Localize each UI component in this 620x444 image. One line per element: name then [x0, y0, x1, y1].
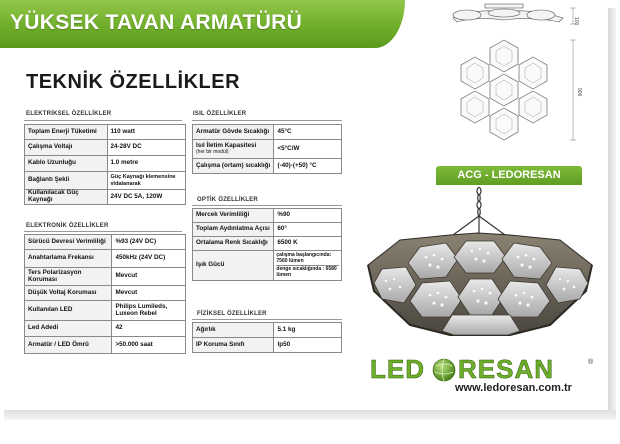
globe-icon: [433, 359, 455, 381]
spec-value: %93 (24V DC): [112, 235, 186, 250]
spec-value: Philips Lumileds, Luxeon Rebel: [112, 301, 186, 321]
page-shadow-right: [608, 8, 616, 413]
spec-value-cell: [274, 251, 342, 281]
spec-key: Çalışma (ortam) sıcaklığı: [193, 159, 274, 174]
table-row: [25, 125, 186, 140]
table-row: [25, 268, 186, 286]
spec-value: 110 watt: [107, 125, 186, 140]
spec-key: Ortalama Renk Sıcaklığı: [193, 237, 274, 251]
table-row: [193, 223, 342, 237]
fixture-housing: [368, 233, 592, 335]
model-name: ACG - LEDORESAN: [457, 169, 561, 181]
spec-key: Işık Gücü: [193, 251, 274, 281]
model-banner: [436, 166, 582, 185]
spec-value: 60°: [274, 223, 342, 237]
section-divider: [192, 205, 342, 206]
table-row: [25, 321, 186, 337]
spec-value: Mevcut: [112, 286, 186, 301]
section-divider: [24, 120, 182, 121]
optical-section-title: OPTİK ÖZELLİKLER: [197, 197, 258, 203]
table-row: [25, 172, 186, 190]
spec-key: Armatür Gövde Sıcaklığı: [193, 125, 274, 140]
spec-key: Düşük Voltaj Koruması: [25, 286, 112, 301]
spec-value: çalışma başlangıcında: 7560 lümen: [276, 253, 339, 266]
spec-value: 450kHz (24V DC): [112, 250, 186, 268]
spec-value: (-40)-(+50) °C: [274, 159, 342, 174]
spec-value: %90: [274, 209, 342, 223]
spec-value: 45°C: [274, 125, 342, 140]
spec-value: 24V DC 5A, 120W: [107, 190, 186, 205]
table-row: [193, 125, 342, 140]
page-title: TEKNİK ÖZELLİKLER: [26, 71, 241, 93]
table-row: [193, 237, 342, 251]
page-shadow-bottom: [4, 410, 616, 420]
table-row: [193, 338, 342, 353]
section-divider: [192, 120, 342, 121]
spec-key: Anahtarlama Frekansı: [25, 250, 112, 268]
thermal-section-title: ISIL ÖZELLİKLER: [193, 111, 247, 117]
spec-value: 24-28V DC: [107, 140, 186, 156]
table-row: [25, 140, 186, 156]
table-row: [193, 209, 342, 223]
header-title: YÜKSEK TAVAN ARMATÜRÜ: [10, 11, 303, 34]
table-row: [193, 251, 342, 281]
electrical-section-title: ELEKTRİKSEL ÖZELLİKLER: [26, 111, 112, 117]
spec-key: Ters Polarizasyon Koruması: [25, 268, 112, 286]
table-row: [25, 301, 186, 321]
table-row: [25, 190, 186, 205]
spec-value: Güç Kaynağı klemensine vidalanarak: [107, 172, 186, 190]
spec-value: >50.000 saat: [112, 337, 186, 354]
product-image: [360, 185, 600, 355]
spec-key: Kullanılacak Güç Kaynağı: [25, 190, 108, 205]
spec-key: Led Adedi: [25, 321, 112, 337]
table-row: [193, 140, 342, 159]
physical-section-title: FİZİKSEL ÖZELLİKLER: [197, 311, 267, 317]
section-divider: [192, 319, 342, 320]
website-url[interactable]: www.ledoresan.com.tr: [455, 382, 572, 394]
spec-key: Kablo Uzunluğu: [25, 156, 108, 172]
section-divider: [24, 231, 182, 232]
spec-value: Mevcut: [112, 268, 186, 286]
thermal-table: [192, 124, 342, 174]
spec-key: Armatür / LED Ömrü: [25, 337, 112, 354]
optical-table: [192, 208, 342, 281]
spec-key: IP Koruma Sınıfı: [193, 338, 274, 353]
dim-height-label: 100: [573, 17, 579, 26]
spec-key: Mercek Verimliliği: [193, 209, 274, 223]
technical-drawing: [445, 0, 605, 165]
spec-value: denge sıcaklığında : 6580 lümen: [276, 266, 337, 278]
table-row: [25, 250, 186, 268]
top-view-drawing: [461, 40, 547, 140]
table-row: [25, 337, 186, 354]
logo-text-led: LED: [370, 354, 425, 384]
side-view-drawing: [453, 4, 563, 22]
spec-key: Toplam Aydınlatma Açısı: [193, 223, 274, 237]
spec-key: Bağlantı Şekli: [25, 172, 108, 190]
spec-value: 42: [112, 321, 186, 337]
dim-width-label: 906: [576, 88, 582, 97]
spec-value: Ip50: [274, 338, 342, 353]
table-row: [25, 156, 186, 172]
logo-text-resan: RESAN: [458, 354, 555, 384]
spec-key: Toplam Enerji Tüketimi: [25, 125, 108, 140]
trademark-symbol: ®: [588, 359, 594, 366]
header-banner: [0, 0, 405, 48]
table-row: [193, 159, 342, 174]
spec-key: Ağırlık: [193, 323, 274, 338]
electrical-table: [24, 124, 186, 205]
spec-value: <5°C/W: [274, 140, 342, 159]
table-row: [25, 235, 186, 250]
spec-value: 1.0 metre: [107, 156, 186, 172]
electronic-section-title: ELEKTRONİK ÖZELLİKLER: [26, 223, 109, 229]
physical-table: [192, 322, 342, 353]
table-row: [193, 323, 342, 338]
spec-key-cell: [193, 140, 274, 159]
electronic-table: [24, 234, 186, 354]
table-row: [25, 286, 186, 301]
spec-key: Isıl İletim Kapasitesi: [196, 141, 257, 149]
spec-key-note: (her bir modül): [196, 148, 229, 155]
spec-key: Sürücü Devresi Verimliliği: [25, 235, 112, 250]
spec-key: Kullanılan LED: [25, 301, 112, 321]
spec-value: 6500 K: [274, 237, 342, 251]
spec-value: 5.1 kg: [274, 323, 342, 338]
spec-key: Çalışma Voltajı: [25, 140, 108, 156]
